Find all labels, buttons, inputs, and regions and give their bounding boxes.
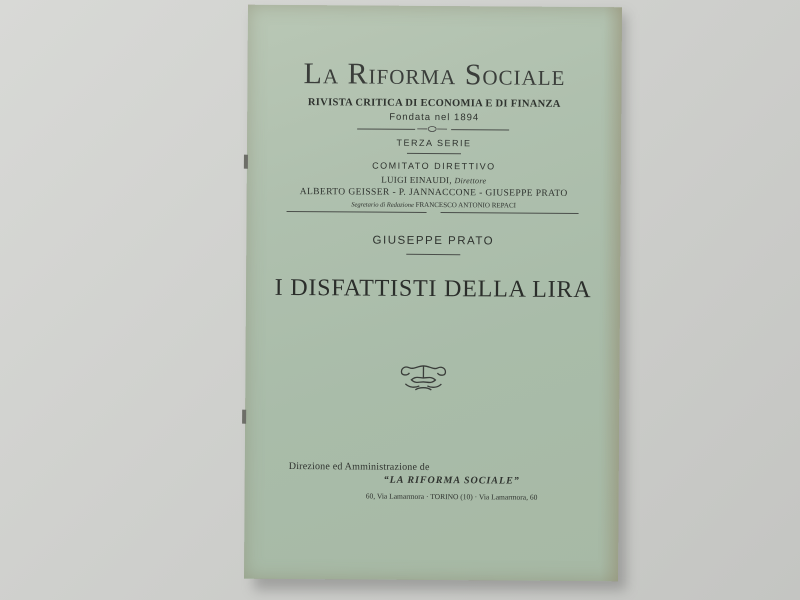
publisher-address: 60, Via Lamarmora · TORINO (10) · Via Lamarmora, 60	[365, 491, 538, 502]
pamphlet-cover	[244, 5, 622, 582]
journal-title: La Riforma Sociale	[303, 57, 566, 92]
director-line	[247, 174, 621, 187]
founded-line: Fondata nel 1894	[389, 111, 480, 124]
divider	[406, 254, 460, 255]
staple	[242, 410, 246, 424]
secretary-name: FRANCESCO ANTONIO REPACI	[415, 200, 516, 210]
committee-members: ALBERTO GEISSER - P. JANNACCONE - GIUSEPPE PRATO	[299, 187, 568, 199]
floral-ornament-icon	[399, 362, 447, 392]
series-label: TERZA SERIE	[396, 137, 472, 149]
work-title: I DISFATTISTI DELLA LIRA	[274, 274, 592, 304]
small-ornament-icon	[417, 125, 447, 133]
committee-heading: COMITATO DIRETTIVO	[372, 160, 496, 172]
divider	[407, 153, 461, 154]
divider	[357, 128, 415, 129]
divider	[287, 211, 427, 213]
director-role: Direttore	[454, 176, 487, 186]
administration-line: Direzione ed Amministrazione de	[288, 460, 430, 473]
journal-subtitle: RIVISTA CRITICA DI ECONOMIA E DI FINANZA	[307, 97, 561, 110]
divider	[451, 129, 509, 130]
author-name: GIUSEPPE PRATO	[372, 234, 495, 248]
secretary-label: Segretario di Redazione	[351, 201, 414, 209]
director-name: LUIGI EINAUDI,	[381, 174, 452, 186]
divider	[441, 212, 579, 214]
secretary-line	[247, 200, 621, 211]
publisher-name: “LA RIFORMA SOCIALE”	[383, 474, 520, 487]
